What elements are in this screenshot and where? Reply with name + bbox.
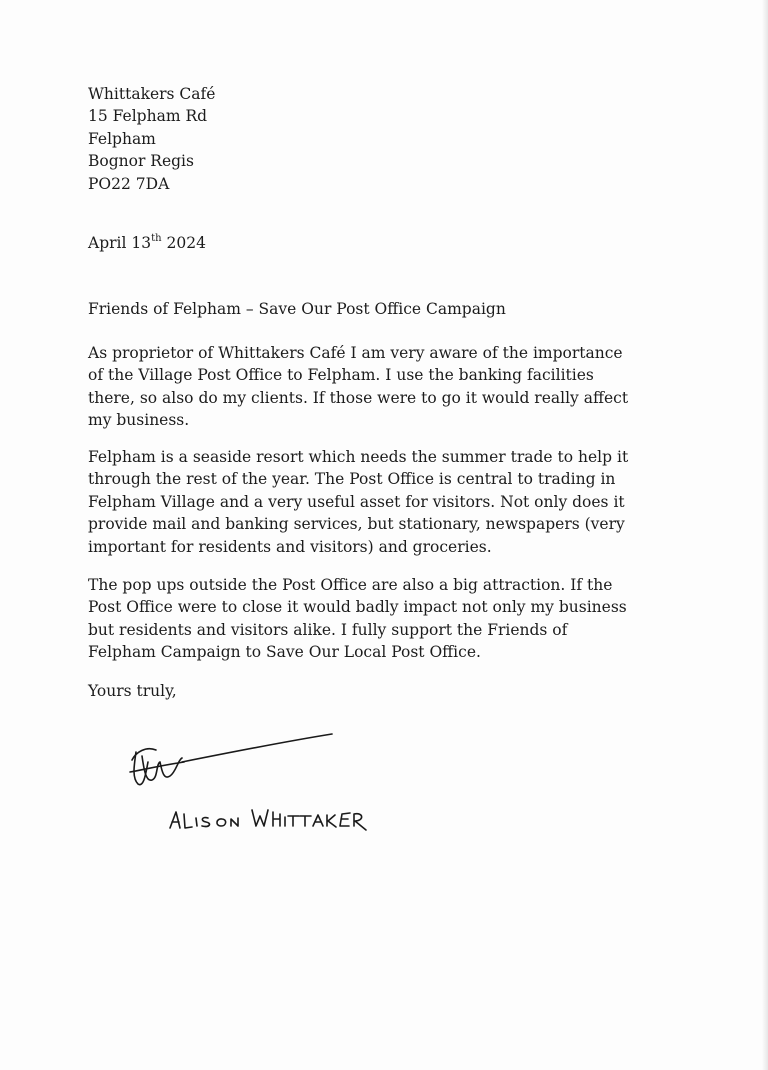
signature-letter [354,814,366,830]
signature-letter [184,814,192,828]
body-paragraph-3 [88,574,688,664]
signature-flourish [182,734,332,762]
signature-letter [252,810,268,826]
paragraph-line: there, so also do my clients. If those were to go it would really affect [88,388,629,407]
signature-letter [231,818,238,826]
paragraph-line: As proprietor of Whittakers Café I am very aware of the importance [88,344,623,362]
paragraph-line: important for residents and visitors) and groceries. [88,537,492,556]
paragraph-line: through the rest of the year. The Post Office is central to trading in [88,470,616,489]
paragraph-line: of the Village Post Office to Felpham. I use the banking facilities [88,366,594,385]
signature-letter [170,812,180,828]
paragraph-line: my business. [88,411,190,430]
date-ordinal-suffix: th [151,232,162,244]
signature-letter [340,813,350,826]
scan-edge-shadow [762,0,768,1070]
letter-closing: Yours truly, [88,682,177,700]
paragraph-line: but residents and visitors alike. I fully support the Friends of [88,620,568,639]
signature-letter [327,815,336,827]
paragraph-line: The pop ups outside the Post Office are also a big attraction. If the [88,576,613,594]
signature-letter [196,818,197,826]
body-paragraph-1 [88,342,688,432]
letter-subject: Friends of Felpham – Save Our Post Office Campaign [88,300,506,318]
paragraph-line: provide mail and banking services, but stationary, newspapers (very [88,515,625,534]
address-line-business: Whittakers Café [88,85,216,103]
signature-letter [273,812,280,826]
handwritten-signature [122,722,402,842]
signature-letter [313,815,323,826]
sender-address [88,83,215,195]
signature-letter [202,818,209,827]
paragraph-line: Felpham Campaign to Save Our Local Post Office. [88,643,481,662]
letter-date [88,232,206,254]
paragraph-line: Post Office were to close it would badly impact not only my business [88,598,627,617]
signature-drawing [122,722,402,842]
signature-letter [217,819,226,826]
signature-letter [300,816,311,826]
paragraph-line: Felpham Village and a very useful asset for visitors. Not only does it [88,492,625,511]
address-line-street: 15 Felpham Rd [88,107,208,126]
body-paragraph-2 [88,446,688,558]
address-line-postcode: PO22 7DA [88,174,170,193]
date-day: April 13 [88,234,152,252]
date-year: 2024 [166,234,206,252]
address-line-locality: Felpham [88,129,156,148]
signature-letter [288,816,299,826]
address-line-town: Bognor Regis [88,152,194,171]
paragraph-line: Felpham is a seaside resort which needs the summer trade to help it [88,448,629,466]
